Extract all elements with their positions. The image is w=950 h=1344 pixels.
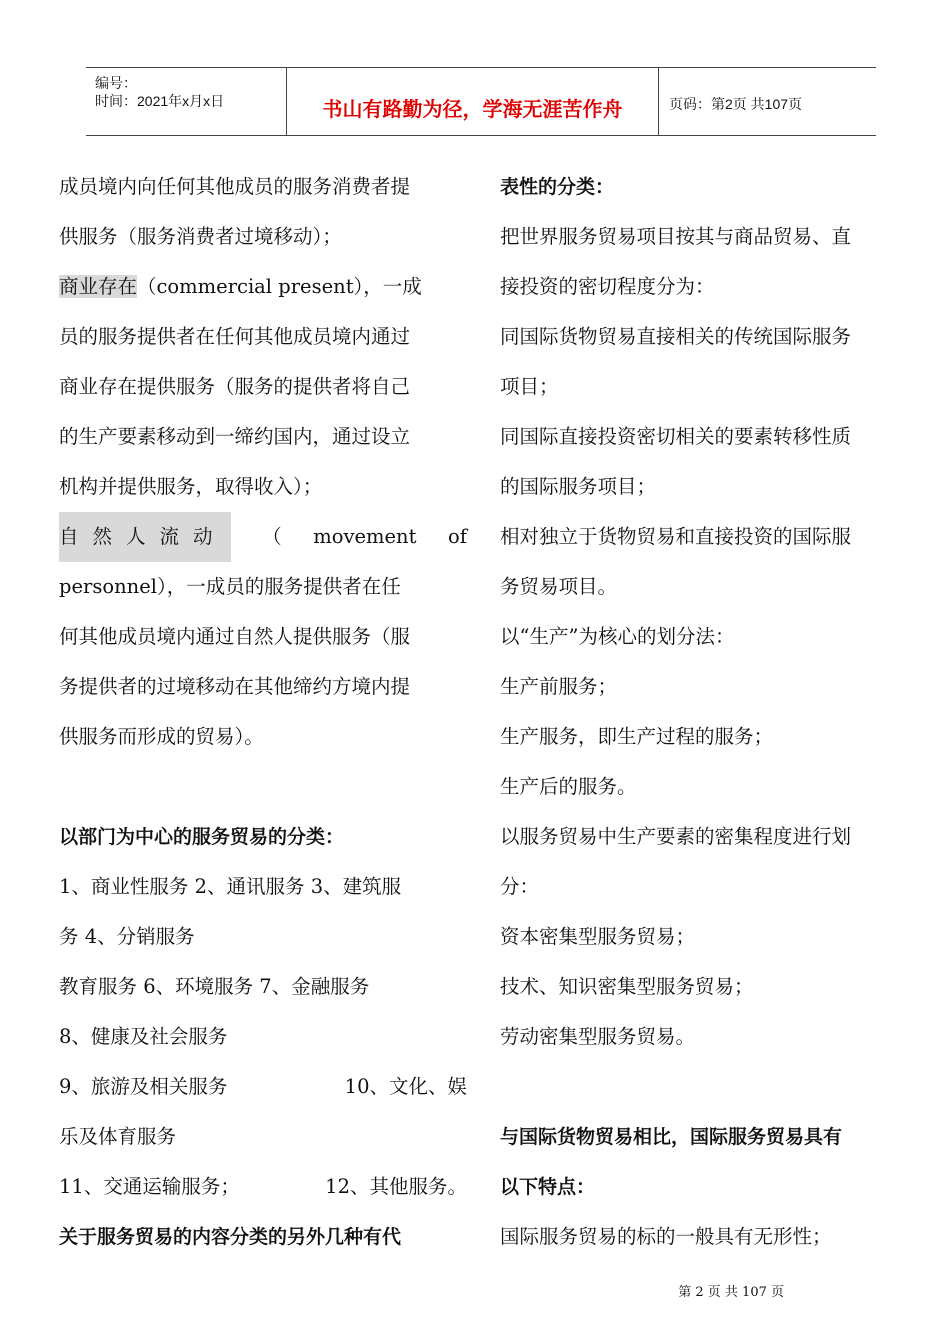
highlighted-term: 商业存在 [59, 275, 138, 298]
text-line: 以“生产”为核心的划分法： [500, 625, 735, 648]
text-line: 相对独立于货物贸易和直接投资的国际服 [500, 525, 852, 548]
text-line: 把世界服务贸易项目按其与商品贸易、直 [500, 225, 852, 248]
text-fragment: 9、旅游及相关服务 [59, 1075, 228, 1098]
text-fragment: movement [313, 525, 417, 548]
text-line: 同国际货物贸易直接相关的传统国际服务 [500, 325, 852, 348]
text-line: 生产服务，即生产过程的服务； [500, 725, 774, 748]
section-heading: 以部门为中心的服务贸易的分类： [59, 826, 345, 848]
text-line: 商业存在提供服务（服务的提供者将自己 [59, 375, 411, 398]
text-line: 机构并提供服务，取得收入）； [59, 475, 323, 498]
text-line: 以服务贸易中生产要素的密集程度进行划 [500, 825, 852, 848]
text-line: 技术、知识密集型服务贸易； [500, 975, 754, 998]
text-line: 的国际服务项目； [500, 475, 657, 498]
page-footer [0, 1281, 950, 1300]
left-column [59, 162, 467, 1262]
text-line: 生产前服务； [500, 675, 618, 698]
text-line: 成员境内向任何其他成员的服务消费者提 [59, 175, 411, 198]
header-page-label: 页码：第2页 共107页 [669, 96, 803, 112]
text-line: 资本密集型服务贸易； [500, 925, 696, 948]
text-line [59, 262, 467, 312]
header-meta [86, 68, 287, 135]
header-motto: 书山有路勤为径，学海无涯苦作舟 [287, 68, 659, 135]
text-line: 务 4、分销服务 [59, 925, 195, 948]
text-line: 务贸易项目。 [500, 575, 618, 598]
text-line: 何其他成员境内通过自然人提供服务（服 [59, 625, 411, 648]
text-fragment: 10、文化、娱 [344, 1075, 467, 1098]
right-column [500, 162, 910, 1262]
text-line: 分： [500, 875, 540, 898]
text-line: 生产后的服务。 [500, 775, 637, 798]
text-fragment: （commercial present），一成 [137, 275, 422, 298]
text-line: 员的服务提供者在任何其他成员境内通过 [59, 325, 411, 348]
text-line: 8、健康及社会服务 [59, 1025, 228, 1048]
text-line: 劳动密集型服务贸易。 [500, 1025, 696, 1048]
spacer [500, 1062, 910, 1112]
text-fragment: （ [262, 525, 282, 548]
section-heading: 表性的分类： [500, 176, 615, 198]
text-line [59, 1062, 467, 1112]
spacer [59, 762, 467, 812]
text-line: 教育服务 6、环境服务 7、金融服务 [59, 975, 370, 998]
page-header [86, 67, 876, 136]
text-line: personnel），一成员的服务提供者在任 [59, 575, 401, 598]
text-line: 乐及体育服务 [59, 1125, 177, 1148]
text-line: 供服务（服务消费者过境移动）； [59, 225, 342, 248]
section-heading: 以下特点： [500, 1176, 596, 1198]
text-fragment: 12、其他服务。 [325, 1175, 467, 1198]
text-line: 的生产要素移动到一缔约国内，通过设立 [59, 425, 411, 448]
text-line: 同国际直接投资密切相关的要素转移性质 [500, 425, 852, 448]
text-line: 供服务而形成的贸易）。 [59, 725, 264, 748]
text-line: 务提供者的过境移动在其他缔约方境内提 [59, 675, 411, 698]
text-line: 国际服务贸易的标的一般具有无形性； [500, 1225, 832, 1248]
section-heading: 关于服务贸易的内容分类的另外几种有代 [59, 1226, 402, 1248]
time-label: 时间：2021年x月x日 [95, 93, 225, 109]
section-heading: 与国际货物贸易相比，国际服务贸易具有 [500, 1126, 843, 1148]
text-fragment: 11、交通运输服务； [59, 1175, 240, 1198]
text-line [59, 1162, 467, 1212]
footer-page-number: 第 2 页 共 107 页 [678, 1285, 784, 1300]
highlighted-term: 自然人流动 [59, 512, 231, 562]
text-line: 1、商业性服务 2、通讯服务 3、建筑服 [59, 875, 402, 898]
text-line: 接投资的密切程度分为： [500, 275, 715, 298]
number-label: 编号： [95, 75, 137, 91]
text-line: 项目； [500, 375, 559, 398]
text-line [59, 512, 467, 562]
text-fragment: of [448, 525, 467, 548]
